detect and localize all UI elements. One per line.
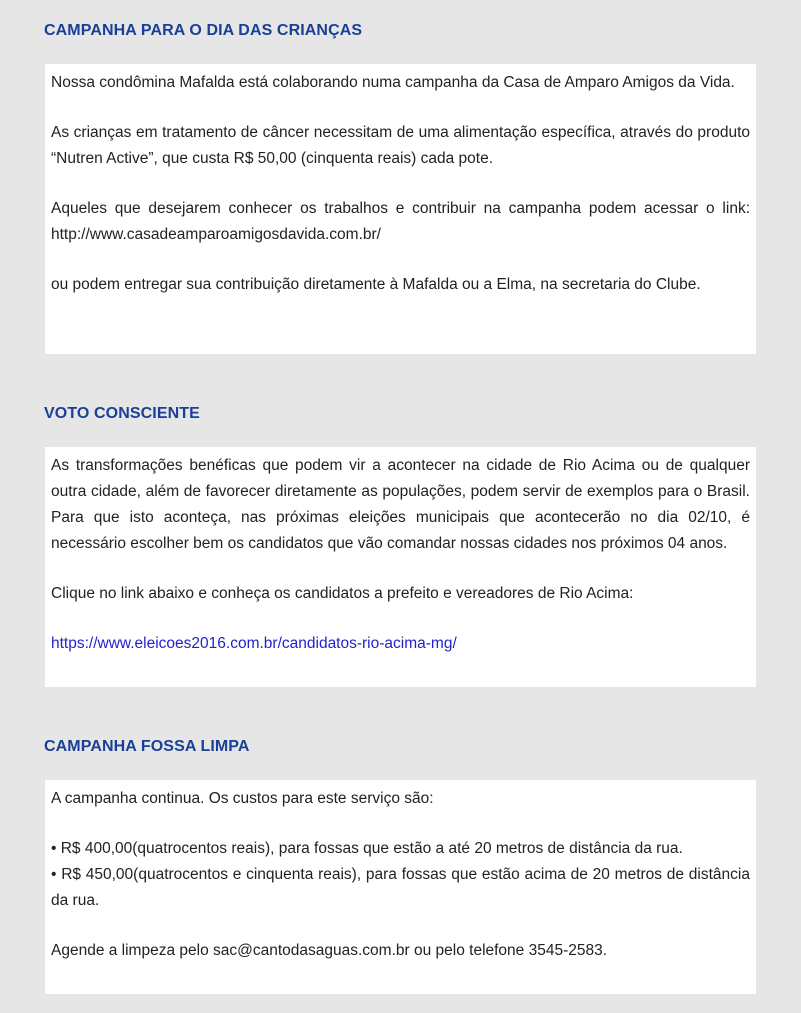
bullet-item: • R$ 400,00(quatrocentos reais), para fossas que estão a até 20 metros de distância da rua. — [51, 840, 683, 857]
paragraph: Clique no link abaixo e conheça os candidatos a prefeito e vereadores de Rio Acima: — [51, 585, 634, 602]
paragraph: Nossa condômina Mafalda está colaborando numa campanha da Casa de Amparo Amigos da Vida. — [51, 74, 735, 91]
paragraph: Aqueles que desejarem conhecer os trabalhos e contribuir na campanha podem acessar o link: http://www.casadeamparoamigosdavida.com.br/ — [51, 200, 750, 243]
paragraph: A campanha continua. Os custos para este serviço são: — [51, 790, 434, 807]
paragraph: As transformações benéficas que podem vir a acontecer na cidade de Rio Acima ou de qualquer outra cidade, além de favorecer diretamente as populações, podem servir de exemplos para o Brasil. Para que isto aconteça, nas próximas eleições municipais que acontecerão no dia 02/10, é necessário escolher bem os candidatos que vão comandar nossas cidades nos próximos 04 anos. — [51, 457, 750, 552]
paragraph: As crianças em tratamento de câncer necessitam de uma alimentação específica, através do produto “Nutren Active”, que custa R$ 50,00 (cinquenta reais) cada pote. — [51, 124, 750, 167]
candidatos-link[interactable]: https://www.eleicoes2016.com.br/candidatos-rio-acima-mg/ — [51, 635, 457, 652]
section-title-voto-consciente: VOTO CONSCIENTE — [44, 405, 200, 422]
section-title-criancas: CAMPANHA PARA O DIA DAS CRIANÇAS — [44, 22, 363, 39]
section-box-voto-consciente — [45, 447, 756, 687]
paragraph: Agende a limpeza pelo sac@cantodasaguas.com.br ou pelo telefone 3545-2583. — [51, 942, 608, 959]
section-box-fossa-limpa — [45, 780, 756, 994]
section-title-fossa-limpa: CAMPANHA FOSSA LIMPA — [44, 738, 250, 755]
bullet-item: • R$ 450,00(quatrocentos e cinquenta reais), para fossas que estão acima de 20 metros de distância da rua. — [51, 866, 750, 909]
paragraph: ou podem entregar sua contribuição diretamente à Mafalda ou a Elma, na secretaria do Clube. — [51, 276, 701, 293]
section-box-criancas — [45, 64, 756, 354]
